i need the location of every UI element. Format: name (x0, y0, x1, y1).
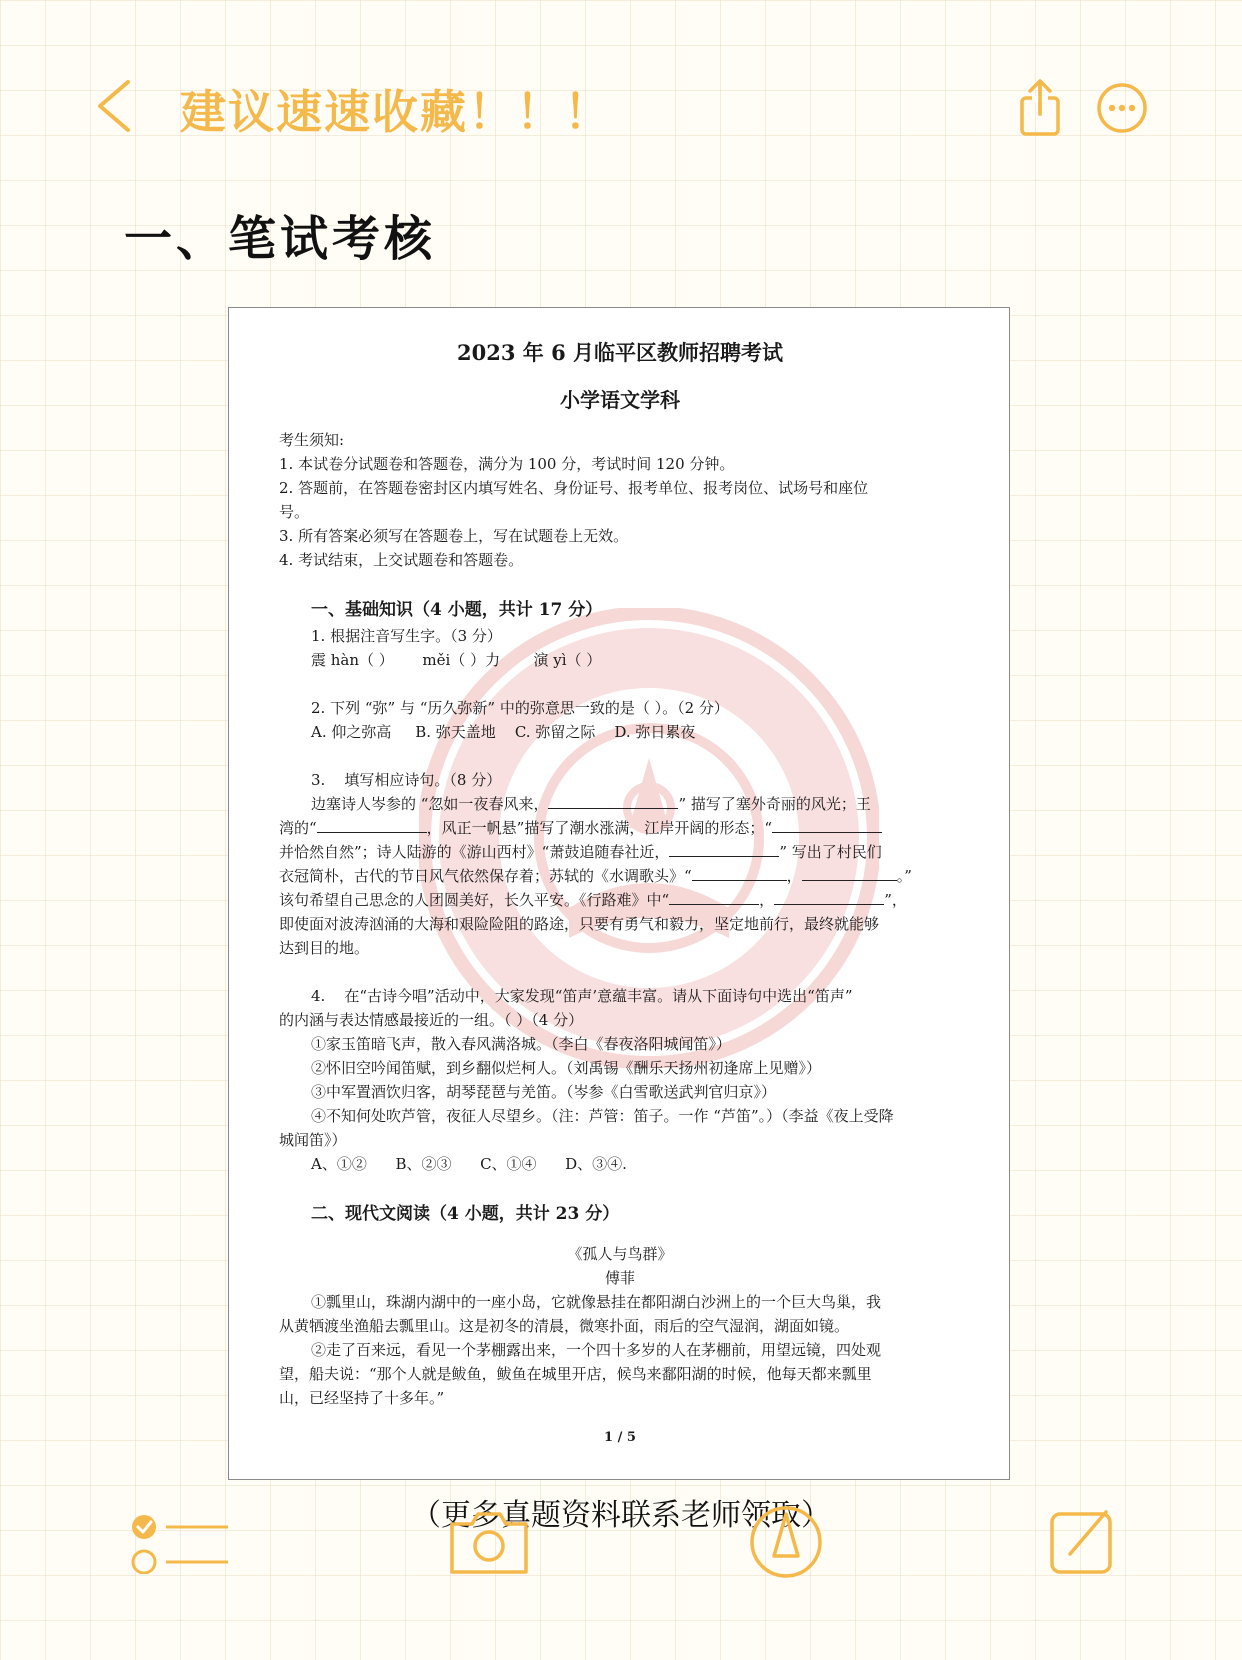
notice-item: 2. 答题前，在答题卷密封区内填写姓名、身份证号、报考单位、报考岗位、试场号和座位 (279, 479, 869, 497)
exam-paper-image (228, 307, 1010, 1480)
poem-text: 边塞诗人岑参的 “忽如一夜春风来， (311, 795, 549, 813)
poem-text: 该句希望自己思念的人团圆美好，长久平安。《行路难》中“ (279, 891, 670, 909)
question-4-item: ②怀旧空吟闻笛赋，到乡翻似烂柯人。（刘禹锡《酬乐天扬州初逢席上见赠》） (311, 1059, 822, 1077)
answer-blank (772, 816, 882, 833)
article-paragraph: ②走了百来远，看见一个茅棚露出来，一个四十多岁的人在茅棚前，用望远镜，四处观 (311, 1341, 882, 1359)
notice-item: 1. 本试卷分试题卷和答题卷，满分为 100 分，考试时间 120 分钟。 (279, 455, 735, 473)
notice-heading: 考生须知: (279, 431, 345, 449)
page-number: 1 / 5 (604, 1430, 636, 1445)
poem-text: ，风正一帆悬”描写了潮水涨满，江岸开阔的形态；“ (426, 819, 773, 837)
question-2-prompt: 2. 下列 “弥” 与 “历久弥新” 中的弥意思一致的是（ ）。（2 分） (311, 699, 729, 717)
poem-text: ， (759, 891, 775, 909)
compose-icon[interactable] (1046, 1506, 1118, 1578)
question-4-item: ④不知何处吹芦管，夜征人尽望乡。（注：芦管：笛子。一作 “芦笛”。）（李益《夜上受降 (311, 1107, 894, 1125)
poem-text: 并恰然自然”；诗人陆游的《游山西村》“萧鼓追随春社近， (279, 843, 670, 861)
question-4-prompt-cont: 的内涵与表达情感最接近的一组。（ ）（4 分） (279, 1011, 584, 1029)
pen-icon[interactable] (748, 1500, 824, 1582)
question-4-item: ③中军置酒饮归客，胡琴琵琶与羌笛。（岑参《白雪歌送武判官归京》） (311, 1083, 777, 1101)
note-title: 建议速速收藏！！！ (180, 85, 612, 139)
question-1-items: 震 hàn（ ） měi（ ）力 演 yì（ ） (311, 651, 602, 669)
poem-text: ”， (884, 891, 907, 909)
answer-blank (669, 840, 779, 857)
paper-subtitle: 小学语文学科 (560, 388, 680, 412)
poem-tail: 即使面对波涛汹涌的大海和艰险险阻的路途，只要有勇气和毅力，坚定地前行，最终就能够 (279, 915, 880, 933)
article-title: 《孤人与鸟群》 (567, 1245, 673, 1263)
section-heading: 一、笔试考核 (124, 211, 437, 267)
notice-item: 4. 考试结束，上交试题卷和答题卷。 (279, 551, 524, 569)
answer-blank (774, 888, 884, 905)
poem-text: 湾的“ (279, 819, 317, 837)
poem-text: 衣冠简朴，古代的节日风气依然保存着；苏轼的《水调歌头》“ (279, 867, 692, 885)
question-4-options: A、①② B、②③ C、①④ D、③④. (311, 1155, 627, 1173)
note-header (0, 0, 1242, 210)
paper-title: 2023 年 6 月临平区教师招聘考试 (457, 340, 783, 365)
question-4-prompt: 4. 在“古诗今唱”活动中，大家发现“笛声’意蕴丰富。请从下面诗句中选出“笛声” (311, 987, 853, 1005)
poem-text: 。” (896, 867, 912, 885)
more-icon[interactable] (1096, 82, 1148, 134)
poem-line (279, 864, 961, 888)
question-2-options: A. 仰之弥高 B. 弥天盖地 C. 弥留之际 D. 弥日累夜 (311, 723, 696, 741)
caption: （更多真题资料联系老师领取） (411, 1498, 831, 1533)
chevron-left-icon[interactable] (92, 78, 138, 134)
article-paragraph: ①瓢里山，珠湖内湖中的一座小岛，它就像悬挂在都阳湖白沙洲上的一个巨大鸟巢，我 (311, 1293, 882, 1311)
poem-tail: 达到目的地。 (279, 939, 370, 957)
part1-heading: 一、基础知识（4 小题，共计 17 分） (311, 600, 603, 620)
question-4-item-tail: 城闻笛》） (279, 1131, 347, 1149)
poem-line (279, 816, 961, 840)
article-paragraph: 山，已经坚持了十多年。” (279, 1389, 445, 1407)
question-1-prompt: 1. 根据注音写生字。（3 分） (311, 627, 502, 645)
answer-blank (692, 864, 787, 881)
poem-text: ” 写出了村民们 (779, 843, 882, 861)
question-3-prompt: 3. 填写相应诗句。（8 分） (311, 771, 502, 789)
answer-blank (669, 888, 759, 905)
notice-item: 号。 (279, 503, 310, 521)
camera-icon[interactable] (446, 1506, 532, 1578)
share-icon[interactable] (1018, 76, 1062, 138)
poem-line (279, 840, 961, 864)
answer-blank (317, 816, 427, 833)
checklist-icon[interactable] (128, 1512, 232, 1574)
answer-blank (802, 864, 897, 881)
article-paragraph: 从黄牺渡坐渔船去瓢里山。这是初冬的清晨，微寒扑面，雨后的空气湿润，湖面如镜。 (279, 1317, 850, 1335)
poem-text: ， (786, 867, 802, 885)
answer-blank (548, 792, 678, 809)
poem-line (279, 792, 961, 816)
bottom-toolbar (0, 1500, 1242, 1660)
article-author: 傅菲 (604, 1269, 635, 1287)
part2-heading: 二、现代文阅读（4 小题，共计 23 分） (311, 1204, 620, 1224)
poem-text: ” 描写了塞外奇丽的风光；王 (678, 795, 871, 813)
notice-item: 3. 所有答案必须写在答题卷上，写在试题卷上无效。 (279, 527, 629, 545)
poem-line (279, 888, 961, 912)
article-paragraph: 望，船夫说：“那个人就是鲅鱼，鲅鱼在城里开店，候鸟来鄱阳湖的时候，他每天都来瓢里 (279, 1365, 872, 1383)
question-4-item: ①家玉笛暗飞声，散入春风满洛城。（李白《春夜洛阳城闻笛》） (311, 1035, 732, 1053)
